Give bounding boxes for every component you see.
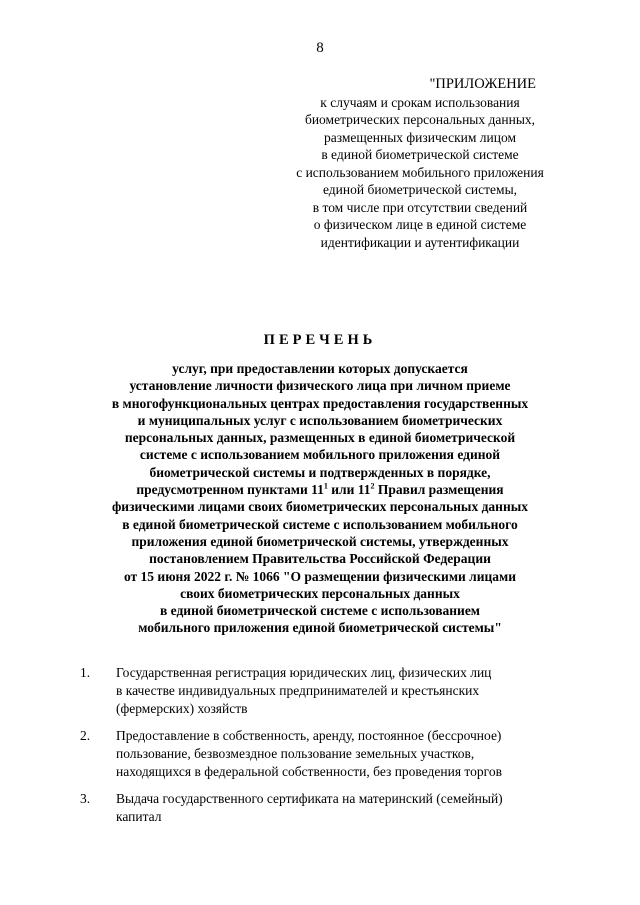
appendix-line: размещенных физическим лицом <box>323 129 516 145</box>
list-item <box>80 727 600 781</box>
list-item-line: (фермерских) хозяйств <box>116 701 248 716</box>
subheading-line: от 15 июня 2022 г. № 1066 "О размещении физическими лицами <box>123 568 517 584</box>
points-suffix: Правил размещения <box>374 482 504 498</box>
subheading-line: своих биометрических персональных данных <box>180 585 460 601</box>
subheading-line: биометрической системы и подтвержденных в порядке, <box>149 464 491 480</box>
subheading-line: в единой биометрической системе с использованием мобильного <box>122 516 518 532</box>
appendix-line: с использованием мобильного приложения <box>296 164 544 180</box>
services-list <box>80 664 600 835</box>
subheading-line: физическими лицами своих биометрических персональных данных <box>111 499 529 515</box>
appendix-line: биометрических персональных данных, <box>304 112 536 127</box>
subheading-line: и муниципальных услуг с использованием биометрических <box>137 412 503 428</box>
list-item-text <box>116 790 503 826</box>
list-item <box>80 664 600 718</box>
list-item-line: Государственная регистрация юридических лиц, физических лиц <box>116 665 492 680</box>
subheading-line: системе с использованием мобильного приложения единой <box>139 447 501 463</box>
list-item-number: 2. <box>80 728 91 743</box>
subheading-line: услуг, при предоставлении которых допускается <box>172 361 468 376</box>
subheading-line: персональных данных, размещенных в единой биометрической <box>124 430 516 446</box>
list-item-line: Выдача государственного сертификата на материнский (семейный) <box>116 791 503 806</box>
list-item-number: 1. <box>80 665 91 680</box>
appendix-title: "ПРИЛОЖЕНИЕ <box>429 76 536 92</box>
page-number: 8 <box>316 40 324 56</box>
list-item-number: 3. <box>80 791 91 806</box>
points-prefix: предусмотренном пунктами 11 <box>136 482 324 498</box>
appendix-line: о физическом лице в единой системе <box>313 217 527 232</box>
list-item <box>80 790 600 826</box>
appendix-line: в единой биометрической системе <box>321 147 519 162</box>
list-item-text <box>116 664 491 718</box>
document-heading: ПЕРЕЧЕНЬ <box>263 332 377 348</box>
appendix-line: в том числе при отсутствии сведений <box>312 199 528 215</box>
appendix-line: единой биометрической системы, <box>322 182 518 197</box>
list-item-line: находящихся в федеральной собственности, без проведения торгов <box>116 764 502 779</box>
subheading-line: в единой биометрической системе с использованием <box>159 603 481 619</box>
appendix-line: идентификации и аутентификации <box>320 234 520 250</box>
subheading-points-line <box>40 481 600 498</box>
subheading-line: постановлением Правительства Российской Федерации <box>149 551 491 567</box>
document-subheading <box>40 360 600 637</box>
subheading-line: приложения единой биометрической системы, утвержденных <box>131 533 509 549</box>
list-item-line: пользование, безвозмездное пользование земельных участков, <box>116 746 475 761</box>
points-superscript-1: 1 <box>323 481 328 491</box>
list-item-line: в качестве индивидуальных предпринимателей и крестьянских <box>116 683 480 698</box>
subheading-line: установление личности физического лица при личном приеме <box>129 378 511 394</box>
appendix-block <box>270 76 570 251</box>
list-item-line: Предоставление в собственность, аренду, постоянное (бессрочное) <box>116 728 502 743</box>
points-middle: или 11 <box>327 482 371 498</box>
list-item-line: капитал <box>116 809 162 824</box>
subheading-line: мобильного приложения единой биометрической системы" <box>138 620 502 636</box>
subheading-line: в многофункциональных центрах предоставления государственных <box>111 395 529 411</box>
list-item-text <box>116 727 502 781</box>
appendix-line: к случаям и срокам использования <box>320 94 520 110</box>
points-superscript-2: 2 <box>370 481 375 491</box>
